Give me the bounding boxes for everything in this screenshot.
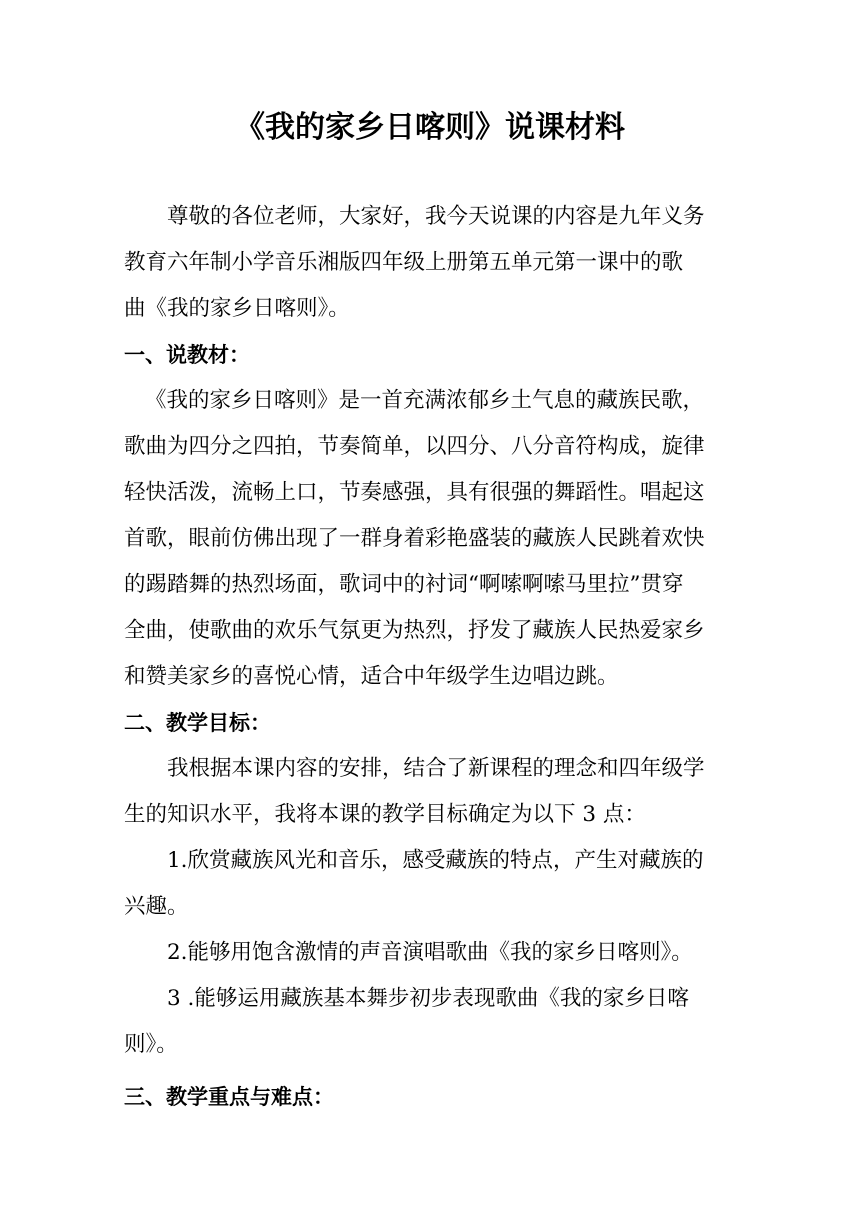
objective-2: 2.能够用饱含激情的声音演唱歌曲《我的家乡日喀则》。 [167,940,693,965]
textbook-line-6: 全曲，使歌曲的欢乐气氛更为热烈，抒发了藏族人民热爱家乡 [124,618,705,643]
document-body [124,194,742,1120]
objective-1-line-1: 1.欣赏藏族风光和音乐，感受藏族的特点，产生对藏族的 [167,848,704,873]
textbook-line-2: 歌曲为四分之四拍，节奏简单，以四分、八分音符构成，旋律 [124,434,705,459]
objectives-intro-line-2: 生的知识水平，我将本课的教学目标确定为以下 3 点： [124,802,646,827]
section-heading-key-points: 三、教学重点与难点： [124,1085,334,1109]
section-heading-objectives: 二、教学目标： [124,711,271,735]
intro-line-3: 曲《我的家乡日喀则》。 [124,296,350,321]
textbook-line-4: 首歌，眼前仿佛出现了一群身着彩艳盛装的藏族人民跳着欢快 [124,526,705,551]
textbook-line-1: 《我的家乡日喀则》是一首充满浓郁乡土气息的藏族民歌， [145,388,705,413]
objective-3-line-2: 则》。 [124,1032,178,1057]
intro-line-2: 教育六年制小学音乐湘版四年级上册第五单元第一课中的歌 [124,250,684,275]
textbook-line-5: 的踢踏舞的热烈场面，歌词中的衬词“啊嗦啊嗦马里拉”贯穿 [124,572,684,597]
intro-line-1: 尊敬的各位老师，大家好，我今天说课的内容是九年义务 [167,204,705,229]
document-title: 《我的家乡日喀则》说课材料 [235,110,625,145]
objective-3-line-1: 3 .能够运用藏族基本舞步初步表现歌曲《我的家乡日喀 [167,986,689,1011]
objectives-intro-line-1: 我根据本课内容的安排，结合了新课程的理念和四年级学 [167,756,705,781]
textbook-line-7: 和赞美家乡的喜悦心情，适合中年级学生边唱边跳。 [124,664,619,689]
objective-1-line-2: 兴趣。 [124,894,189,919]
textbook-line-3: 轻快活泼，流畅上口，节奏感强，具有很强的舞蹈性。唱起这 [124,480,705,505]
section-heading-textbook: 一、说教材： [124,343,250,367]
